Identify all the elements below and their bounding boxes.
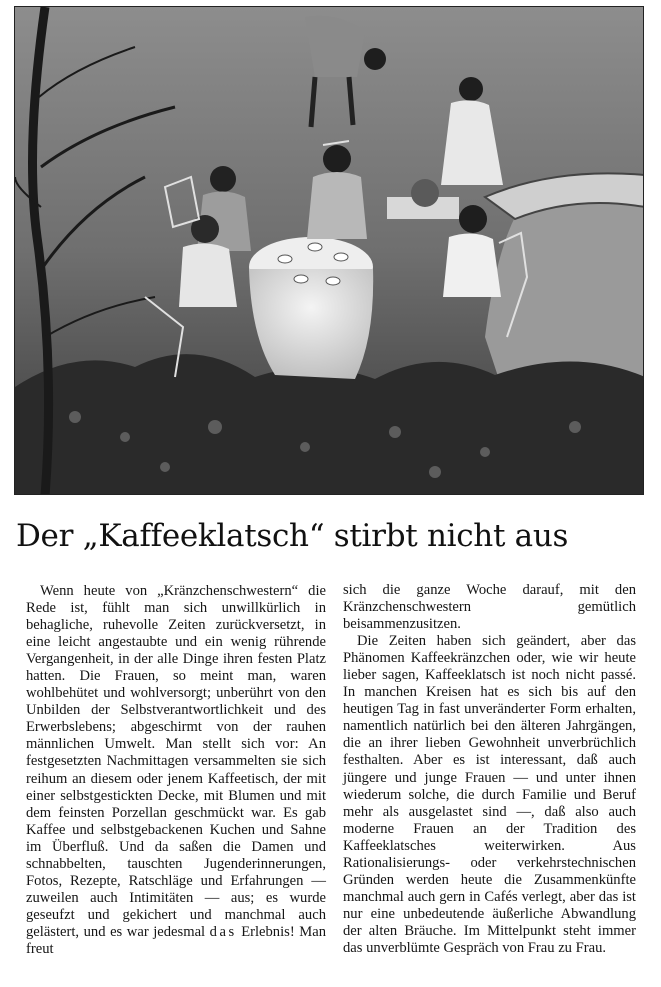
headline: Der „Kaffeeklatsch“ stirbt nicht aus	[16, 518, 569, 554]
paragraph	[26, 583, 326, 958]
cake	[411, 179, 439, 207]
emphasized-word: das	[209, 923, 237, 940]
garden-coffee-photo	[14, 6, 644, 495]
paragraph-continuation: sich die ganze Woche darauf, mit den Kränzchenschwestern gemütlich beisammenzusitzen.	[343, 582, 636, 633]
paragraph-text: Wenn heute von „Kränzchenschwestern“ die Rede ist, fühlt man sich unwillkürlich in behagliche, ruhevolle Zeiten zurückversetzt, in eine leicht angestaubte und ein wenig rührende Vergangenheit, in der alle Dinge ihren festen Platz hatten. Die Frauen, so meint man, waren wohlbehütet und wohlversorgt; unberührt von den Unbilden der Selbstverantwortlichkeit und des Erwerbslebens; abgeschirmt von der rauhen männlichen Umwelt. Man stellt sich vor: An festgesetzten Nachmittagen versammelten sie sich reihum an diesem oder jenem Kaffeetisch, der mit einer selbstgestickten Decke, mit Blumen und mit dem feinsten Porzellan geschmückt war. Es gab Kaffee und selbstgebackenen Kuchen und Sahne im Überfluß. Und da saßen die Damen und schnabbelten, tauschten Jugenderinnerungen, Fotos, Rezepte, Ratschläge und Erfahrungen — zuweilen auch Intimitäten — aus; es wurde geseufzt und gekichert und manchmal auch gelästert, und es war jedesmal	[26, 583, 326, 940]
paragraph: Die Zeiten haben sich geändert, aber das Phänomen Kaffeekränzchen oder, wie wir heute lieber sagen, Kaffeeklatsch ist noch nicht passé. In manchen Kreisen hat es sich bis auf den heutigen Tag in fast unveränderter Form erhalten, namentlich natürlich bei den älteren Jahrgängen, die an ihrer lieben Gewohnheit unverbrüchlich festhalten. Aber es ist interessant, daß auch jüngere und junge Frauen — und unter ihnen wiederum solche, die durch Familie und Beruf mehr als ausgelastet sind —, daß also auch moderne Frauen an der Tradition des Kaffeeklatsches weiterwirken. Aus Rationalisierungs- oder verkehrstechnischen Gründen werden heute die Zusammenkünfte manchmal auch gern in Cafés verlegt, aber das ist nur eine unbedeutende äußerliche Abwandlung der alten Bräuche. Im Mittelpunkt steht immer das unverblümte Gespräch von Frau zu Frau.	[343, 633, 636, 956]
paragraph-text-end: Erlebnis! Man freut	[26, 923, 326, 957]
photo-illustration	[15, 7, 644, 495]
article-column-right	[343, 582, 636, 957]
article-column-left	[26, 583, 326, 958]
